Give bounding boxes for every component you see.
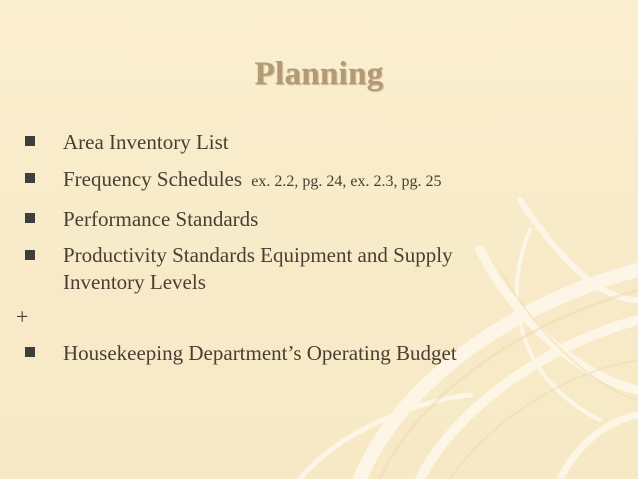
bullet-list bbox=[16, 128, 576, 305]
square-bullet-icon bbox=[25, 173, 35, 183]
bullet-text: Performance Standards bbox=[63, 207, 259, 231]
bullet-item-performance-standards bbox=[16, 205, 576, 233]
bullet-note: ex. 2.2, pg. 24, ex. 2.3, pg. 25 bbox=[251, 173, 442, 190]
bullet-item-productivity-standards bbox=[16, 242, 576, 296]
plus-separator: + bbox=[16, 304, 29, 329]
bullet-text: Area Inventory List bbox=[63, 130, 229, 154]
bullet-text-line-1: Productivity Standards Equipment and Supply bbox=[63, 243, 453, 267]
bullet-text: Housekeeping Department’s Operating Budget bbox=[63, 341, 457, 365]
bullet-text: Frequency Schedules bbox=[63, 167, 243, 191]
square-bullet-icon bbox=[25, 347, 35, 357]
bullet-list-final bbox=[16, 339, 576, 376]
square-bullet-icon bbox=[25, 136, 35, 146]
slide-title: Planning bbox=[254, 56, 384, 92]
bullet-text-line-2: Inventory Levels bbox=[63, 270, 206, 294]
square-bullet-icon bbox=[25, 213, 35, 223]
bullet-item-operating-budget bbox=[16, 339, 576, 367]
square-bullet-icon bbox=[25, 250, 35, 260]
bullet-item-area-inventory bbox=[16, 128, 576, 156]
bullet-item-frequency-schedules bbox=[16, 165, 576, 196]
